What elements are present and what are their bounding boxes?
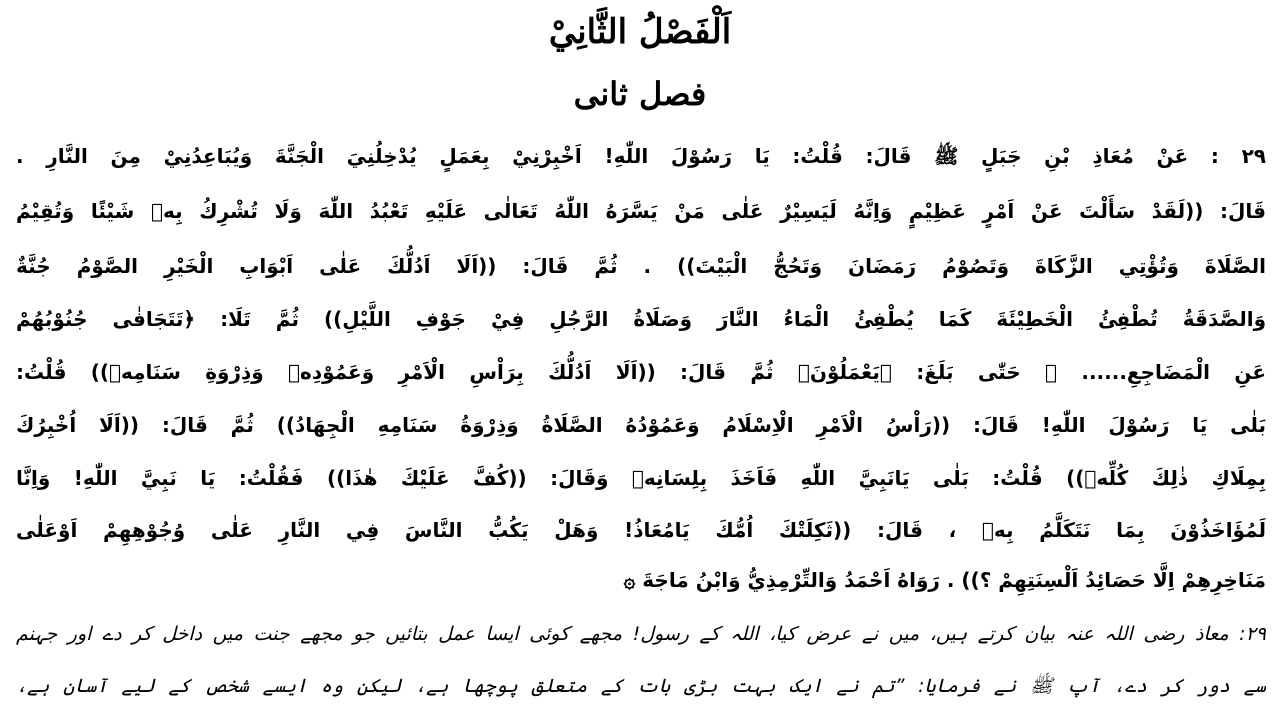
arabic-text-line: الصَّلَاةَ وَتُؤْتِي الزَّكَاةَ وَتَصُوْمُ رَمَضَانَ وَتَحُجُّ الْبَيْتَ)) . ثُمَّ قَالَ: ((اَلَا اَدُلُّكَ عَلٰى اَبْوَابِ الْخَيْرِ الصَّوْمُ جُنَّةٌ: [16, 254, 1266, 278]
section-heading-arabic: اَلْفَصْلُ الثَّانِيْ: [548, 12, 732, 52]
arabic-text-line: لَمُؤَاخَذُوْنَ بِمَا نَتَكَلَّمُ بِهٖ ، قَالَ: ((ثَكِلَتْكَ اُمُّكَ يَامُعَاذُ! وَهَلْ يَكُبُّ النَّاسَ فِي النَّارِ عَلٰى وُجُوْهِهِمْ اَوْعَلٰى: [16, 518, 1266, 542]
urdu-text-line: ٢٩: معاذ رضی اللہ عنہ بیان کرتے ہیں، میں نے عرض کیا، اللہ کے رسول! مجھے کوئی ایسا عمل بتائیں جو مجھے جنت میں داخل کر دے اور جہنم: [16, 623, 1266, 645]
arabic-text-line: قَالَ: ((لَقَدْ سَأَلْتَ عَنْ اَمْرٍ عَظِيْمٍ وَاِنَّهُ لَيَسِيْرٌ عَلٰى مَنْ يَسَّرَهُ اللّٰهُ تَعَالٰى عَلَيْهِ تَعْبُدُ اللّٰهَ وَلَا تُشْرِكُ بِهٖ شَيْئًا وَتُقِيْمُ: [16, 199, 1266, 223]
urdu-text-line: سے دور کر دے، آپ ﷺ نے فرمایا: ”تم نے ایک بہت بڑی بات کے متعلق پوچھا ہے، لیکن وہ ایسے شخص کے لیے آسان ہے،: [16, 675, 1266, 697]
arabic-text-line: ٢٩ : عَنْ مُعَاذِ بْنِ جَبَلٍ ﷺ قَالَ: قُلْتُ: يَا رَسُوْلَ اللّٰهِ! اَخْبِرْنِيْ بِعَمَلٍ يُدْخِلُنِيَ الْجَنَّةَ وَيُبَاعِدُنِيْ مِنَ النَّارِ .: [16, 144, 1266, 168]
section-heading-urdu: فصل ثانی: [573, 75, 707, 113]
arabic-text-line: بِمِلَاكِ ذٰلِكَ كُلِّهٖ)) قُلْتُ: بَلٰى يَانَبِيَّ اللّٰهِ فَاَخَذَ بِلِسَانِهٖ وَقَالَ: ((كُفَّ عَلَيْكَ هٰذَا)) فَقُلْتُ: يَا نَبِيَّ اللّٰهِ! وَاِنَّا: [16, 466, 1266, 490]
arabic-text-line: بَلٰى يَا رَسُوْلَ اللّٰهِ! قَالَ: ((رَاْسُ الْاَمْرِ الْاِسْلَامُ وَعَمُوْدُهُ الصَّلَاةُ وَذِرْوَةُ سَنَامِهِ الْجِهَادُ)) ثُمَّ قَالَ: ((اَلَا اُخْبِرُكَ: [16, 413, 1266, 437]
arabic-text-line: وَالصَّدَقَةُ تُطْفِئُ الْخَطِيْئَةَ كَمَا يُطْفِئُ الْمَاءُ النَّارَ وَصَلَاةُ الرَّجُلِ فِيْ جَوْفِ اللَّيْلِ)) ثُمَّ تَلَا: ﴿تَتَجَافٰى جُنُوْبُهُمْ: [16, 307, 1266, 331]
arabic-text-line-last: مَنَاخِرِهِمْ اِلَّا حَصَائِدُ اَلْسِنَتِهِمْ ؟)) . رَوَاهُ اَحْمَدُ وَالتِّرْمِذِيُّ وَابْنُ مَاجَةَ ۞: [623, 568, 1266, 592]
arabic-text-line: عَنِ الْمَضَاجِعِ...... ﴾ حَتّٰى بَلَغَ: ﴿يَعْمَلُوْنَ﴾ ثُمَّ قَالَ: ((اَلَا اَدُلُّكَ بِرَاْسِ الْاَمْرِ وَعَمُوْدِهٖ وَذِرْوَةِ سَنَامِهٖ)) قُلْتُ:: [16, 360, 1266, 384]
